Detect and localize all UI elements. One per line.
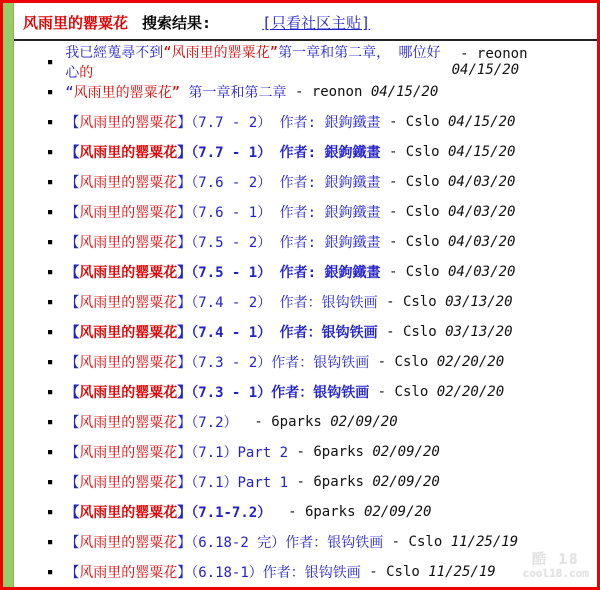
watermark-domain: cool18.com: [522, 567, 589, 581]
result-meta: - Cslo 11/25/19: [360, 564, 496, 580]
result-meta: - Cslo 03/13/20: [377, 294, 513, 310]
bullet-icon: ■: [48, 87, 53, 96]
result-link[interactable]: 【风雨里的罂粟花】（7.3 - 2）作者：银钩铁画: [65, 355, 370, 371]
result-link[interactable]: 【风雨里的罂粟花】（7.6 - 2） 作者: 銀鉤鐵畫: [65, 175, 381, 191]
search-result-item: [14, 377, 597, 407]
result-meta: - Cslo 11/25/19: [383, 534, 519, 550]
bullet-icon: ■: [48, 417, 53, 426]
watermark-logo: 酷 18: [532, 552, 580, 569]
search-result-item: [14, 317, 597, 347]
result-link[interactable]: 【风雨里的罂粟花】（7.5 - 2） 作者: 銀鉤鐵畫: [65, 235, 381, 251]
community-posts-filter-link[interactable]: [只看社区主贴]: [262, 14, 371, 32]
bullet-icon: ■: [48, 237, 53, 246]
bullet-icon: ■: [48, 447, 53, 456]
result-link[interactable]: 【风雨里的罂粟花】（7.5 - 1） 作者: 銀鉤鐵畫: [65, 265, 381, 281]
search-result-item: [14, 227, 597, 257]
bullet-icon: ■: [48, 567, 53, 576]
bullet-icon: ■: [48, 207, 53, 216]
search-result-item: [14, 407, 597, 437]
result-meta: - reonon 04/15/20: [286, 84, 439, 100]
result-link[interactable]: 【风雨里的罂粟花】（7.4 - 2） 作者：银钩铁画: [65, 295, 378, 311]
bullet-icon: ■: [48, 477, 53, 486]
result-meta: - 6parks 02/09/20: [288, 444, 440, 460]
search-result-item: [14, 347, 597, 377]
search-keyword: 风雨里的罂粟花: [23, 14, 129, 32]
bullet-icon: ■: [48, 177, 53, 186]
result-meta: - 6parks 02/09/20: [237, 414, 398, 430]
result-meta: - Cslo 04/03/20: [380, 204, 516, 220]
search-result-item: [14, 287, 597, 317]
bullet-icon: ■: [48, 387, 53, 396]
search-result-item: [14, 197, 597, 227]
result-meta: - reonon 04/15/20: [451, 46, 536, 78]
search-results-list: [14, 47, 597, 587]
bullet-icon: ■: [48, 147, 53, 156]
bullet-icon: ■: [48, 537, 53, 546]
result-meta: - Cslo 04/03/20: [380, 174, 516, 190]
bullet-icon: ■: [48, 297, 53, 306]
result-link[interactable]: 【风雨里的罂粟花】（6.18-1）作者：银钩铁画: [65, 565, 361, 581]
result-link[interactable]: 【风雨里的罂粟花】（7.7 - 2） 作者: 銀鉤鐵畫: [65, 115, 381, 131]
result-meta: - Cslo 02/20/20: [369, 354, 505, 370]
bullet-icon: ■: [48, 117, 53, 126]
result-link[interactable]: 我已經蒐尋不到“风雨里的罂粟花”第一章和第二章， 哪位好心的: [65, 45, 441, 81]
result-link[interactable]: 【风雨里的罂粟花】（7.1）Part 1: [65, 475, 289, 491]
result-meta: - Cslo 02/20/20: [369, 384, 505, 400]
search-results-label: 搜索结果:: [142, 14, 212, 32]
result-link[interactable]: 【风雨里的罂粟花】（7.6 - 1） 作者: 銀鉤鐵畫: [65, 205, 381, 221]
bullet-icon: ■: [48, 357, 53, 366]
result-meta: - Cslo 04/15/20: [380, 144, 516, 160]
result-meta: - 6parks 02/09/20: [288, 474, 440, 490]
result-link[interactable]: 【风雨里的罂粟花】（7.3 - 1）作者：银钩铁画: [65, 385, 370, 401]
bullet-icon: ■: [48, 327, 53, 336]
result-link[interactable]: 【风雨里的罂粟花】（7.1-7.2）: [65, 505, 272, 521]
result-link[interactable]: 【风雨里的罂粟花】（7.4 - 1） 作者：银钩铁画: [65, 325, 378, 341]
search-result-item: [14, 45, 597, 81]
search-result-item: [14, 527, 597, 557]
result-meta: - Cslo 04/03/20: [380, 234, 516, 250]
bullet-icon: ■: [48, 57, 53, 66]
result-link[interactable]: 【风雨里的罂粟花】（7.2）: [65, 415, 238, 431]
result-meta: - 6parks 02/09/20: [271, 504, 432, 520]
result-link[interactable]: 【风雨里的罂粟花】（7.1）Part 2: [65, 445, 289, 461]
search-result-item: [14, 137, 597, 167]
search-result-item: [14, 107, 597, 137]
result-meta: - Cslo 03/13/20: [377, 324, 513, 340]
result-link[interactable]: 【风雨里的罂粟花】（7.7 - 1） 作者: 銀鉤鐵畫: [65, 145, 381, 161]
content-area: [14, 3, 597, 587]
search-result-item: [14, 467, 597, 497]
site-watermark: [523, 552, 589, 581]
search-result-item: [14, 167, 597, 197]
search-result-item: [14, 497, 597, 527]
result-link[interactable]: “风雨里的罂粟花” 第一章和第二章: [65, 85, 287, 101]
search-header: [14, 3, 597, 41]
result-meta: - Cslo 04/03/20: [380, 264, 516, 280]
bullet-icon: ■: [48, 267, 53, 276]
left-decoration-bar: [3, 3, 14, 587]
search-result-item: [14, 257, 597, 287]
result-link[interactable]: 【风雨里的罂粟花】（6.18-2 完）作者：银钩铁画: [65, 535, 384, 551]
search-result-item: [14, 437, 597, 467]
result-meta: - Cslo 04/15/20: [380, 114, 516, 130]
search-result-item: [14, 557, 597, 587]
bullet-icon: ■: [48, 507, 53, 516]
